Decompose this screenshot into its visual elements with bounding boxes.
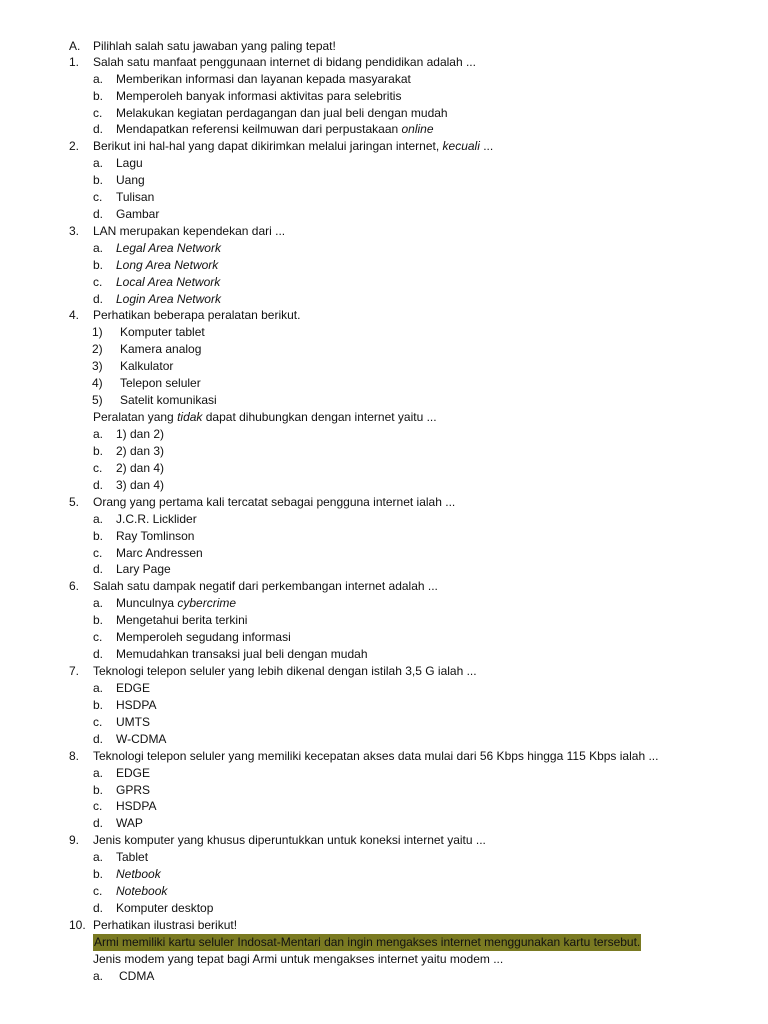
list-item-text: Satelit komunikasi: [120, 393, 217, 407]
option-label: b.: [93, 698, 104, 712]
list-item-3: [0, 358, 768, 375]
option-text: CDMA: [119, 969, 155, 983]
question-6: [0, 578, 768, 595]
question-text: Teknologi telepon seluler yang memiliki kecepatan akses data mulai dari 56 Kbps hingga 115 Kbps ialah ...: [93, 749, 659, 763]
option-text: Melakukan kegiatan perdagangan dan jual beli dengan mudah: [116, 106, 448, 120]
option-text: Memudahkan transaksi jual beli dengan mudah: [116, 647, 368, 661]
option-text: Lary Page: [116, 562, 171, 576]
option-label: c.: [93, 190, 103, 204]
question-number: 1.: [69, 55, 80, 69]
option-label: b.: [93, 783, 104, 797]
option-9d: [0, 900, 768, 917]
option-1c: [0, 105, 768, 122]
option-9a: [0, 849, 768, 866]
question-10: [0, 917, 768, 934]
option-label: a.: [93, 156, 104, 170]
question-number: 4.: [69, 308, 80, 322]
option-9c: [0, 883, 768, 900]
option-text-italic: cybercrime: [177, 596, 237, 610]
option-label: a.: [93, 427, 104, 441]
option-3d: [0, 291, 768, 308]
option-5a: [0, 511, 768, 528]
question-1: [0, 54, 768, 71]
option-label: d.: [93, 478, 104, 492]
question-text-italic: kecuali: [442, 139, 480, 153]
option-7b: [0, 697, 768, 714]
option-label: d.: [93, 647, 104, 661]
option-4c: [0, 460, 768, 477]
question-text: Perhatikan beberapa peralatan berikut.: [93, 308, 301, 322]
prompt-text-post: dapat dihubungkan dengan internet yaitu ...: [202, 410, 437, 424]
option-label: a.: [93, 241, 104, 255]
option-text: EDGE: [116, 681, 151, 695]
option-text: Mengetahui berita terkini: [116, 613, 248, 627]
option-8b: [0, 782, 768, 799]
option-4a: [0, 426, 768, 443]
option-label: b.: [93, 529, 104, 543]
prompt-text: [93, 409, 437, 426]
option-label: d.: [93, 562, 104, 576]
option-label: d.: [93, 816, 104, 830]
list-item-4: [0, 375, 768, 392]
question-number: 6.: [69, 579, 80, 593]
question-8: [0, 748, 768, 765]
option-text: Komputer desktop: [116, 901, 214, 915]
question-number: 5.: [69, 495, 80, 509]
option-label: c.: [93, 275, 103, 289]
option-label: b.: [93, 867, 104, 881]
option-2c: [0, 189, 768, 206]
option-text: 1) dan 2): [116, 427, 165, 441]
option-label: c.: [93, 546, 103, 560]
prompt-text-italic: tidak: [177, 410, 203, 424]
question-text-tail: ...: [479, 139, 494, 153]
question-text-plain: Berikut ini hal-hal yang dapat dikirimkan melalui jaringan internet,: [93, 139, 443, 153]
option-text: [116, 121, 434, 138]
prompt-text-pre: Peralatan yang: [93, 410, 178, 424]
list-item-label: 3): [92, 359, 103, 373]
question-number: 10.: [69, 918, 86, 932]
list-item-label: 5): [92, 393, 103, 407]
option-2d: [0, 206, 768, 223]
option-label: b.: [93, 173, 104, 187]
option-8c: [0, 798, 768, 815]
question-text: Perhatikan ilustrasi berikut!: [93, 918, 238, 932]
option-label: c.: [93, 884, 103, 898]
option-text: Local Area Network: [116, 275, 221, 289]
option-label: b.: [93, 444, 104, 458]
option-label: c.: [93, 630, 103, 644]
option-text-plain: Munculnya: [116, 596, 178, 610]
option-6b: [0, 612, 768, 629]
question-3: [0, 223, 768, 240]
question-number: 9.: [69, 833, 80, 847]
option-label: a.: [93, 850, 104, 864]
list-item-1: [0, 324, 768, 341]
option-3a: [0, 240, 768, 257]
section-title: Pilihlah salah satu jawaban yang paling tepat!: [93, 39, 336, 53]
question-4-prompt: [0, 409, 768, 426]
option-text: WAP: [116, 816, 143, 830]
option-1b: [0, 88, 768, 105]
question-text: Teknologi telepon seluler yang lebih dikenal dengan istilah 3,5 G ialah ...: [93, 664, 477, 678]
option-6a: [0, 595, 768, 612]
option-10a: [0, 968, 768, 985]
list-item-2: [0, 341, 768, 358]
question-text: Salah satu dampak negatif dari perkembangan internet adalah ...: [93, 579, 438, 593]
option-text: 3) dan 4): [116, 478, 165, 492]
option-7d: [0, 731, 768, 748]
option-text: GPRS: [116, 783, 151, 797]
option-7a: [0, 680, 768, 697]
option-9b: [0, 866, 768, 883]
list-item-label: 2): [92, 342, 103, 356]
question-text: Salah satu manfaat penggunaan internet di bidang pendidikan adalah ...: [93, 55, 476, 69]
option-text: Marc Andressen: [116, 546, 203, 560]
question-number: 2.: [69, 139, 80, 153]
option-label: a.: [93, 766, 104, 780]
option-text: Long Area Network: [116, 258, 219, 272]
question-2: [0, 138, 768, 155]
option-text-plain: Mendapatkan referensi keilmuwan dari perpustakaan: [116, 122, 402, 136]
option-label: c.: [93, 106, 103, 120]
question-text: Orang yang pertama kali tercatat sebagai pengguna internet ialah ...: [93, 495, 456, 509]
question-text: Jenis komputer yang khusus diperuntukkan untuk koneksi internet yaitu ...: [93, 833, 486, 847]
list-item-text: Komputer tablet: [120, 325, 205, 339]
option-4d: [0, 477, 768, 494]
highlighted-illustration-text: Armi memiliki kartu seluler Indosat-Mentari dan ingin mengakses internet menggunakan kartu tersebut.: [94, 935, 641, 949]
option-label: c.: [93, 715, 103, 729]
option-text: HSDPA: [116, 698, 157, 712]
option-label: c.: [93, 799, 103, 813]
option-5c: [0, 545, 768, 562]
option-7c: [0, 714, 768, 731]
option-8d: [0, 815, 768, 832]
option-1a: [0, 71, 768, 88]
option-text: Gambar: [116, 207, 160, 221]
option-text: HSDPA: [116, 799, 157, 813]
option-6c: [0, 629, 768, 646]
option-text-italic: online: [401, 122, 434, 136]
option-5b: [0, 528, 768, 545]
option-label: a.: [93, 596, 104, 610]
section-letter: A.: [69, 39, 81, 53]
option-6d: [0, 646, 768, 663]
option-text: J.C.R. Licklider: [116, 512, 197, 526]
option-label: d.: [93, 122, 104, 136]
option-text: [116, 595, 236, 612]
list-item-text: Kamera analog: [120, 342, 202, 356]
option-text: Login Area Network: [116, 292, 221, 306]
option-1d: [0, 121, 768, 138]
question-text: [93, 138, 493, 155]
question-5: [0, 494, 768, 511]
option-text: Notebook: [116, 884, 168, 898]
option-text: Tulisan: [116, 190, 155, 204]
question-10-illustration: [0, 934, 768, 951]
option-text: Legal Area Network: [116, 241, 221, 255]
question-number: 8.: [69, 749, 80, 763]
option-8a: [0, 765, 768, 782]
list-item-text: Kalkulator: [120, 359, 174, 373]
list-item-label: 1): [92, 325, 103, 339]
option-label: b.: [93, 258, 104, 272]
question-7: [0, 663, 768, 680]
option-text: 2) dan 3): [116, 444, 165, 458]
list-item-text: Telepon seluler: [120, 376, 201, 390]
prompt-text: Jenis modem yang tepat bagi Armi untuk mengakses internet yaitu modem ...: [93, 952, 504, 966]
option-5d: [0, 561, 768, 578]
option-label: d.: [93, 292, 104, 306]
option-label: b.: [93, 613, 104, 627]
question-number: 7.: [69, 664, 80, 678]
option-text: Memperoleh banyak informasi aktivitas para selebritis: [116, 89, 402, 103]
section-header: [0, 38, 768, 55]
option-3b: [0, 257, 768, 274]
option-text: UMTS: [116, 715, 150, 729]
option-label: a.: [93, 969, 104, 983]
question-10-prompt: [0, 951, 768, 968]
question-text: LAN merupakan kependekan dari ...: [93, 224, 286, 238]
option-2b: [0, 172, 768, 189]
option-text: 2) dan 4): [116, 461, 165, 475]
list-item-5: [0, 392, 768, 409]
option-label: a.: [93, 72, 104, 86]
option-4b: [0, 443, 768, 460]
question-number: 3.: [69, 224, 80, 238]
option-text: Ray Tomlinson: [116, 529, 195, 543]
option-label: a.: [93, 512, 104, 526]
option-label: c.: [93, 461, 103, 475]
option-3c: [0, 274, 768, 291]
option-2a: [0, 155, 768, 172]
option-label: d.: [93, 901, 104, 915]
option-label: b.: [93, 89, 104, 103]
option-text: Tablet: [116, 850, 149, 864]
option-text: Lagu: [116, 156, 143, 170]
option-label: d.: [93, 732, 104, 746]
question-9: [0, 832, 768, 849]
option-text: Memberikan informasi dan layanan kepada masyarakat: [116, 72, 411, 86]
option-text: Netbook: [116, 867, 161, 881]
question-4: [0, 307, 768, 324]
option-label: d.: [93, 207, 104, 221]
option-text: EDGE: [116, 766, 151, 780]
option-label: a.: [93, 681, 104, 695]
option-text: W-CDMA: [116, 732, 167, 746]
list-item-label: 4): [92, 376, 103, 390]
option-text: Uang: [116, 173, 145, 187]
option-text: Memperoleh segudang informasi: [116, 630, 291, 644]
